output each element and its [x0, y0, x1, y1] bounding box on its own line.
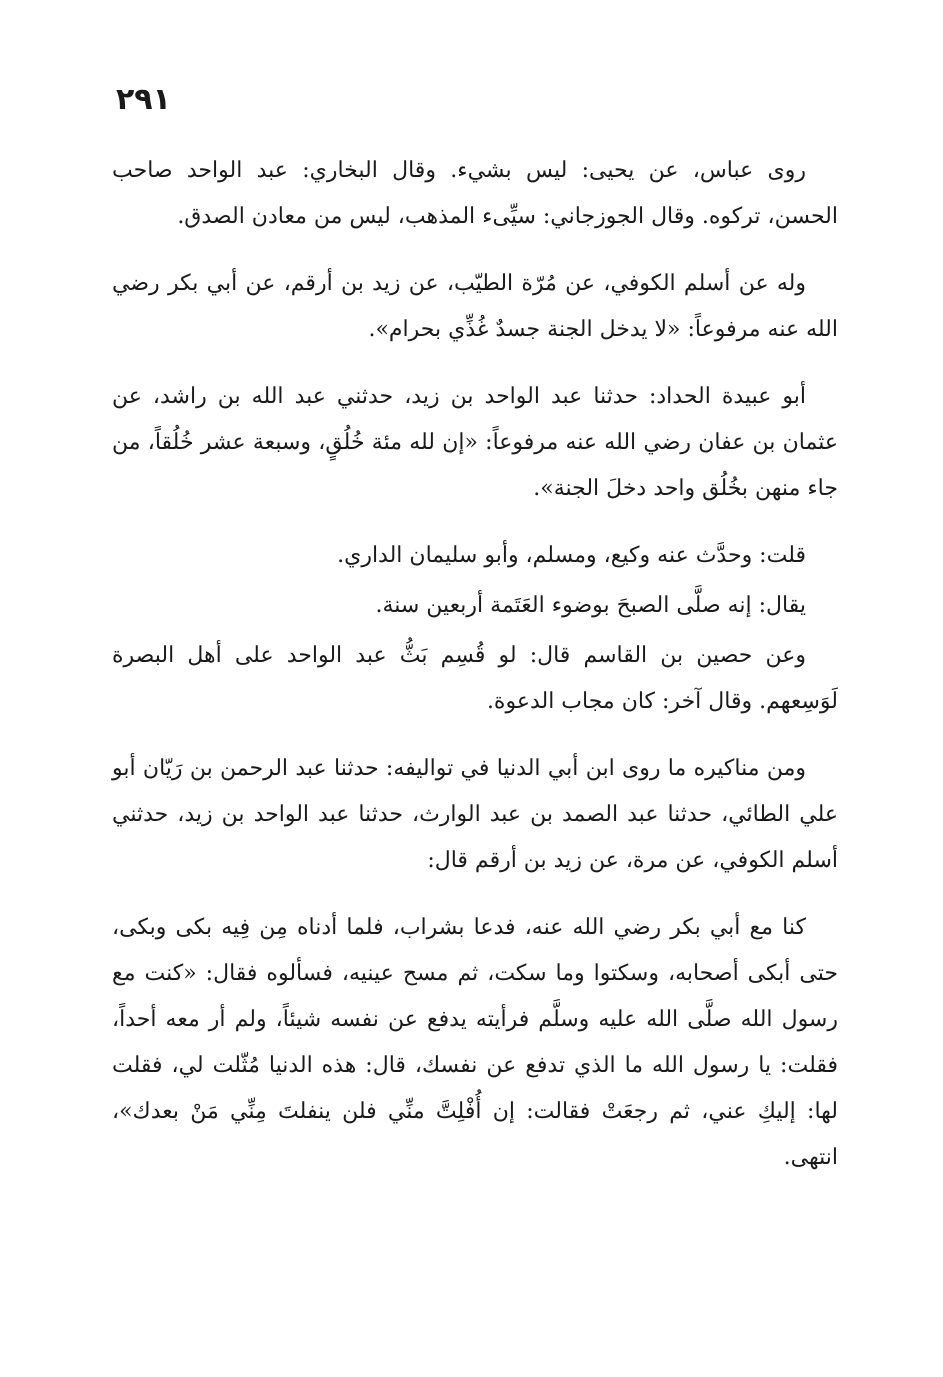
paragraph-isnad-ibn-abi-dunya: ومن مناكيره ما روى ابن أبي الدنيا في تواليفه: حدثنا عبد الرحمن بن رَيّان أبو علي الطائي، حدثنا عبد الصمد بن عبد الوارث، حدثنا عبد الواحد بن زيد، حدثني أسلم الكوفي، عن مرة، عن زيد بن أرقم قال:	[112, 756, 838, 873]
page-number: ٢٩١	[116, 82, 171, 117]
paragraph-husain-statement: وعن حصين بن القاسم قال: لو قُسِم بَثُّ عبد الواحد على أهل البصرة لَوَسِعهم. وقال آخر: كان مجاب الدعوة.	[112, 643, 838, 714]
paragraph-narrators-criticism: روى عباس، عن يحيى: ليس بشيء. وقال البخاري: عبد الواحد صاحب الحسن، تركوه. وقال الجوزجاني: سيِّىء المذهب، ليس من معادن الصدق.	[112, 158, 838, 229]
paragraph-hadith-character-traits: أبو عبيدة الحداد: حدثنا عبد الواحد بن زيد، حدثني عبد الله بن راشد، عن عثمان بن عفان رضي الله عنه مرفوعاً: «إن لله مئة خُلُقٍ، وسبعة عشر خُلُقاً، من جاء منهن بخُلُق واحد دخلَ الجنة».	[112, 384, 838, 501]
page-body	[112, 148, 838, 1202]
paragraph-abu-bakr-story: كنا مع أبي بكر رضي الله عنه، فدعا بشراب، فلما أدناه مِن فِيه بكى وبكى، حتى أبكى أصحابه، وسكتوا وما سكت، ثم مسح عينيه، فسألوه فقال: «كنت مع رسول الله صلَّى الله عليه وسلَّم فرأيته يدفع عن نفسه شيئاً، ولم أر معه أحداً، فقلت: يا رسول الله ما الذي تدفع عن نفسك، قال: هذه الدنيا مُثّلت لي، فقلت لها: إليكِ عني، ثم رجعَتْ فقالت: إن أُفْلِتَّ منِّي فلن ينفلتَ مِنِّي مَنْ بعدك»، انتهى.	[112, 915, 838, 1170]
paragraph-narrators-from-him: قلت: وحدَّث عنه وكيع، ومسلم، وأبو سليمان الداري.	[337, 543, 806, 568]
paragraph-prayer-ablution: يقال: إنه صلَّى الصبحَ بوضوء العَتَمة أربعين سنة.	[375, 593, 806, 618]
paragraph-hadith-haram-food: وله عن أسلم الكوفي، عن مُرّة الطيّب، عن زيد بن أرقم، عن أبي بكر رضي الله عنه مرفوعاً: «لا يدخل الجنة جسدٌ غُذِّي بحرام».	[112, 271, 838, 342]
